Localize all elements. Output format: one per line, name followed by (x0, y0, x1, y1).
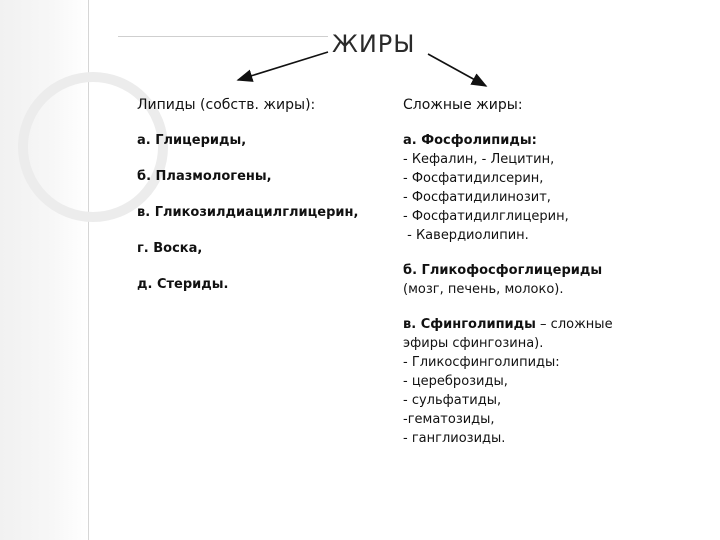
left-item-glycerides: а. Глицериды, (137, 133, 247, 148)
group-glycophosphoglycerides (403, 261, 703, 299)
list-line: - Фосфатидилсерин, (403, 171, 544, 186)
right-column (403, 96, 703, 464)
group-title-line (403, 315, 703, 334)
left-heading: Липиды (собств. жиры): (137, 97, 316, 113)
list-line: - цереброзиды, (403, 374, 508, 389)
list-line: (мозг, печень, молоко). (403, 282, 564, 297)
group-title: в. Сфинголипиды (403, 317, 536, 332)
group-title-rest: – сложные (535, 317, 613, 332)
slide-title: ЖИРЫ (332, 30, 416, 58)
left-item-waxes: г. Воска, (137, 241, 203, 256)
group-sphingolipids (403, 315, 703, 448)
arrow-to-right-column (428, 54, 486, 86)
list-line: - Кавердиолипин. (403, 228, 529, 243)
group-title: б. Гликофосфоглицериды (403, 263, 603, 278)
list-line: - сульфатиды, (403, 393, 502, 408)
list-line: -гематозиды, (403, 412, 495, 427)
list-line: - ганглиозиды. (403, 431, 506, 446)
left-column (137, 96, 387, 311)
left-item-plasmalogens: б. Плазмологены, (137, 169, 272, 184)
list-line: эфиры сфингозина). (403, 336, 544, 351)
group-title: а. Фосфолипиды: (403, 133, 537, 148)
list-line: - Гликосфинголипиды: (403, 355, 560, 370)
group-phospholipids (403, 131, 703, 245)
arrow-to-left-column (238, 52, 328, 80)
right-heading: Сложные жиры: (403, 97, 523, 113)
list-line: - Фосфатидилинозит, (403, 190, 551, 205)
left-item-sterides: д. Стериды. (137, 277, 229, 292)
left-item-glycosyldiacylglycerol: в. Гликозилдиацилглицерин, (137, 205, 359, 220)
list-line: - Кефалин, - Лецитин, (403, 152, 555, 167)
list-line: - Фосфатидилглицерин, (403, 209, 569, 224)
